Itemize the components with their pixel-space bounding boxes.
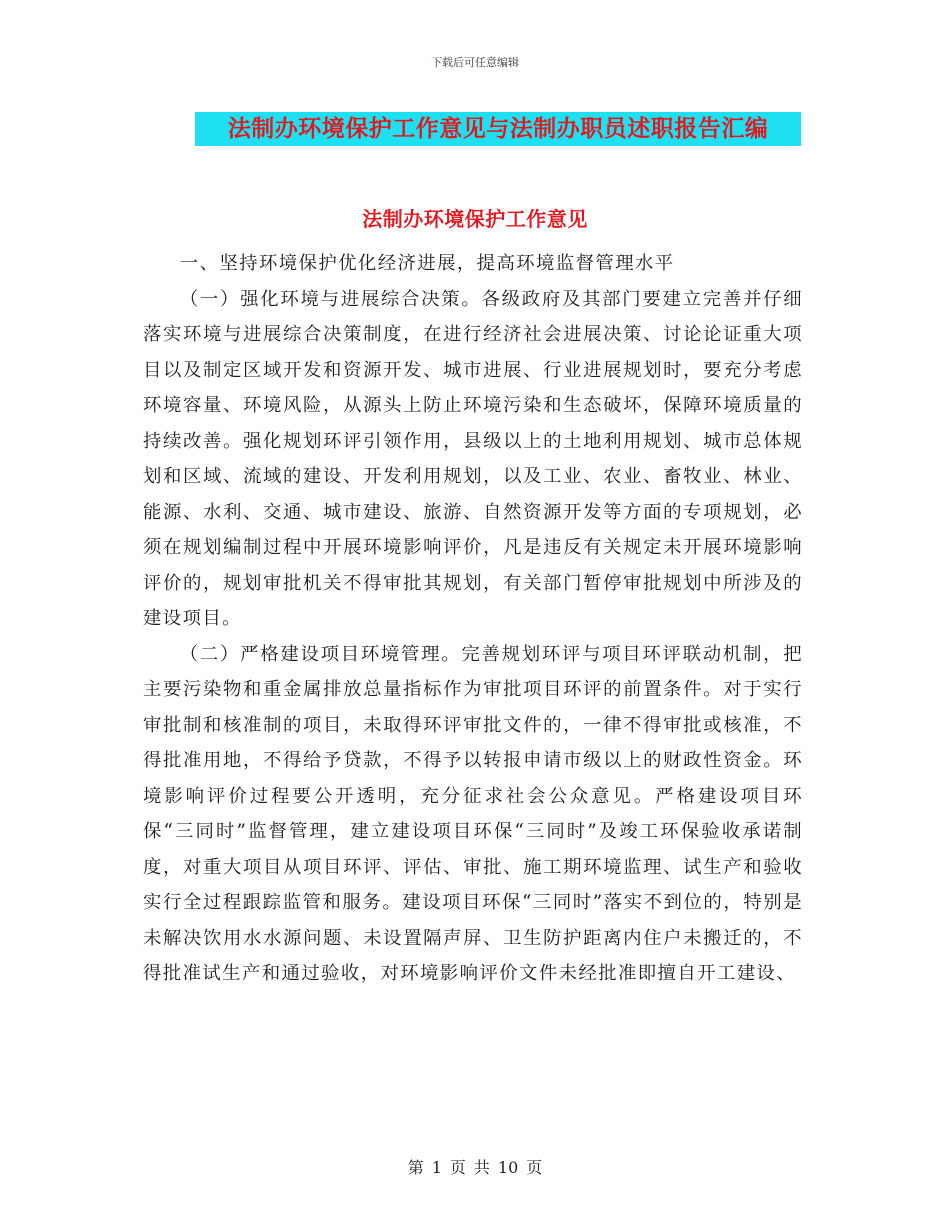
footer-label-ye-2: 页 [526, 1158, 543, 1177]
document-body [143, 246, 803, 992]
main-title-highlight [195, 112, 801, 146]
footer-label-ye: 页 [449, 1158, 466, 1177]
footer-label-total: 共 [473, 1158, 490, 1177]
main-title: 法制办环境保护工作意见与法制办职员述职报告汇编 [227, 115, 769, 142]
paragraph-heading-1: 一、坚持环境保护优化经济进展，提高环境监督管理水平 [179, 253, 675, 274]
footer-total-pages: 10 [497, 1158, 519, 1177]
paragraph-2: （二）严格建设项目环境管理。完善规划环评与项目环评联动机制，把主要污染物和重金属排放总量指标作为审批项目环评的前置条件。对于实行审批制和核准制的项目，未取得环评审批文件的，一律不得审批或核准，不得批准用地，不得给予贷款，不得予以转报申请市级以上的财政性资金。环境影响评价过程要公开透明，充分征求社会公众意见。严格建设项目环保“三同时”监督管理，建立建设项目环保“三同时”及竣工环保验收承诺制度，对重大项目从项目环评、评估、审批、施工期环境监理、试生产和验收实行全过程跟踪监管和服务。建设项目环保“三同时”落实不到位的，特别是未解决饮用水水源问题、未设置隔声屏、卫生防护距离内住户未搬迁的，不得批准试生产和通过验收，对环境影响评价文件未经批准即擅自开工建设、 [143, 643, 803, 984]
page-footer [0, 1155, 950, 1178]
section-title: 法制办环境保护工作意见 [362, 207, 588, 231]
page-header-note: 下载后可任意编辑 [431, 56, 519, 69]
footer-current-page: 1 [431, 1158, 442, 1177]
paragraph-1: （一）强化环境与进展综合决策。各级政府及其部门要建立完善并仔细落实环境与进展综合决策制度，在进行经济社会进展决策、讨论论证重大项目以及制定区域开发和资源开发、城市进展、行业进展规划时，要充分考虑环境容量、环境风险，从源头上防止环境污染和生态破坏，保障环境质量的持续改善。强化规划环评引领作用，县级以上的土地利用规划、城市总体规划和区域、流域的建设、开发利用规划，以及工业、农业、畜牧业、林业、能源、水利、交通、城市建设、旅游、自然资源开发等方面的专项规划，必须在规划编制过程中开展环境影响评价，凡是违反有关规定未开展环境影响评价的，规划审批机关不得审批其规划，有关部门暂停审批规划中所涉及的建设项目。 [143, 288, 803, 629]
footer-label-page: 第 [407, 1158, 424, 1177]
